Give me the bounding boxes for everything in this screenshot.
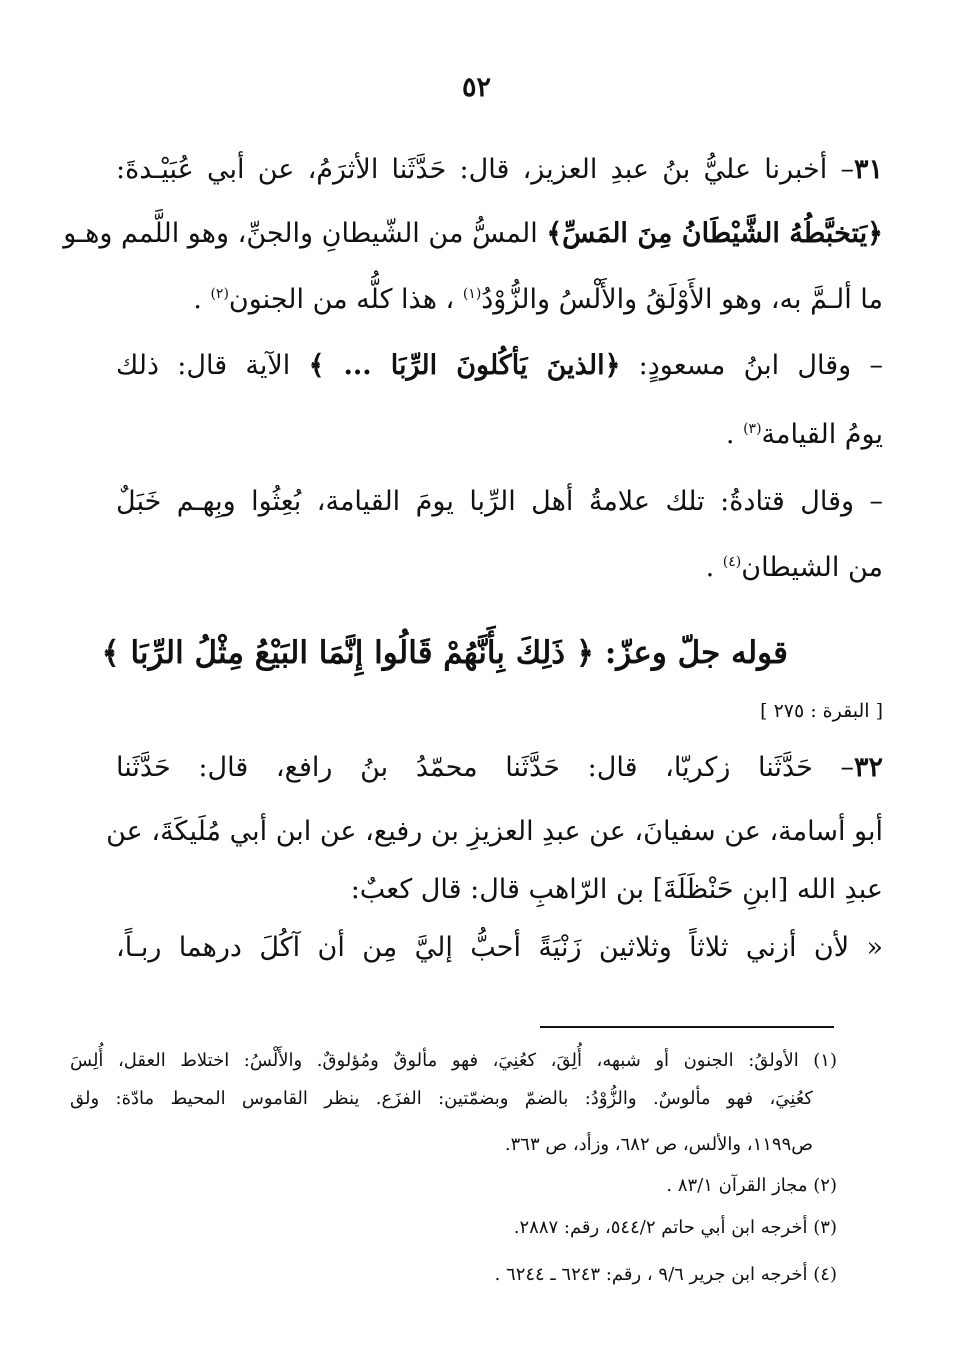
ibn-masud-line-2 bbox=[116, 415, 883, 455]
ibn-masud-line-2-text: يومُ القيامة bbox=[761, 419, 883, 450]
section-heading bbox=[102, 628, 789, 678]
ibn-masud-prefix: – وقال ابنُ مسعودٍ: bbox=[620, 350, 883, 381]
entry-31-line-3 bbox=[116, 280, 883, 320]
footnote-separator bbox=[540, 1026, 834, 1028]
qatada-end: . bbox=[705, 552, 723, 583]
footnote-mark-3[interactable]: (٣) bbox=[743, 421, 762, 437]
footnote-2: (٢) مجاز القرآن ٨٣/١ . bbox=[666, 1175, 837, 1196]
qatada-line-2 bbox=[116, 548, 883, 588]
footnote-mark-2[interactable]: (٢) bbox=[210, 286, 229, 302]
entry-31-line-2-text: المسُّ من الشّيطانِ والجنِّ، وهو اللَّمم وهـو bbox=[63, 218, 547, 249]
quran-verse-1: ﴿يَتخبَّطُهُ الشَّيْطَانُ مِنَ المَسِّ﴾ bbox=[546, 218, 883, 249]
footnote-mark-4[interactable]: (٤) bbox=[722, 554, 742, 570]
footnote-1-line-1: (١) الأولقُ: الجنون أو شبهه، أُلِقَ، كعُنِيَ، فهو مألوقٌ ومُؤلوقٌ. والأَلْسُ: اختلاط العقل، أُلِسَ bbox=[70, 1050, 837, 1071]
entry-31-line-3-mid: ، هذا كلُّه من الجنون bbox=[228, 284, 463, 315]
page-number: ٥٢ bbox=[461, 72, 491, 103]
verse-reference: [ البقرة : ٢٧٥ ] bbox=[760, 700, 883, 722]
footnote-1-line-2: كعُنِيَ، فهو مألوسٌ. والزُّوْدُ: بالضمّ وبضمّتين: الفزَع. ينظر القاموس المحيط مادّة: ولق bbox=[70, 1088, 813, 1109]
entry-32-line-2: أبو أسامة، عن سفيانَ، عن عبدِ العزيزِ بن رفيع، عن ابن أبي مُلَيكَةَ، عن bbox=[106, 816, 883, 847]
entry-31-line-2 bbox=[63, 214, 883, 254]
entry-32-line-3: عبدِ الله [ابنِ حَنْظَلَةَ] بن الرّاهبِ قال: قال كعبٌ: bbox=[350, 874, 883, 905]
ibn-masud-end: . bbox=[725, 419, 744, 450]
qatada-line-2-text: من الشيطان bbox=[741, 552, 883, 583]
qatada-line-1: – وقال قتادةُ: تلك علامةُ أهل الرِّبا يومَ القيامة، بُعِثُوا وبِهـم خَبَلٌ bbox=[116, 486, 883, 517]
entry-31-line-1 bbox=[116, 150, 883, 190]
footnote-1-line-3: ص١١٩٩، والألس، ص ٦٨٢، وزأد، ص ٣٦٣. bbox=[504, 1134, 813, 1155]
heading-verse: ﴿ ذَلِكَ بِأَنَّهُمْ قَالُوا إِنَّمَا البَيْعُ مِثْلُ الرِّبَا ﴾ bbox=[101, 635, 595, 671]
entry-31-line-3-text: ما ألـمَّ به، وهو الأَوْلَقُ والأَلْسُ والزُّوْدُ bbox=[481, 284, 883, 315]
footnote-mark-1[interactable]: (١) bbox=[462, 286, 482, 302]
entry-31-number: ٣١ bbox=[853, 154, 883, 185]
entry-32-number: ٣٢ bbox=[853, 752, 883, 783]
entry-32-line-1-text: – حَدَّثَنا زكريّا، قال: حَدَّثَنا محمّدُ بنُ رافع، قال: حَدَّثَنا bbox=[116, 752, 854, 783]
ibn-masud-suffix: الآية قال: ذلك bbox=[116, 350, 309, 381]
footnote-4: (٤) أخرجه ابن جرير ٩/٦ ، رقم: ٦٢٤٣ ـ ٦٢٤٤ . bbox=[494, 1264, 837, 1285]
footnote-3: (٣) أخرجه ابن أبي حاتم ٥٤٤/٢، رقم: ٢٨٨٧. bbox=[513, 1217, 837, 1238]
entry-31-text: – أخبرنا عليُّ بنُ عبدِ العزيز، قال: حَدَّثَنا الأثرَمُ، عن أبي عُبَيْـدةَ: bbox=[116, 154, 854, 185]
entry-32-line-1 bbox=[116, 748, 883, 788]
ibn-masud-line-1 bbox=[116, 346, 883, 386]
entry-32-line-4: « لأن أزني ثلاثاً وثلاثين زَنْيَةً أحبُّ إليَّ مِن أن آكُلَ درهما ربـاً، bbox=[116, 932, 883, 963]
entry-31-line-3-end: . bbox=[193, 284, 211, 315]
quran-verse-2: ﴿الذينَ يَأكُلونَ الرِّبَا ... ﴾ bbox=[308, 350, 621, 381]
heading-prefix: قوله جلّ وعزّ: bbox=[594, 635, 788, 671]
